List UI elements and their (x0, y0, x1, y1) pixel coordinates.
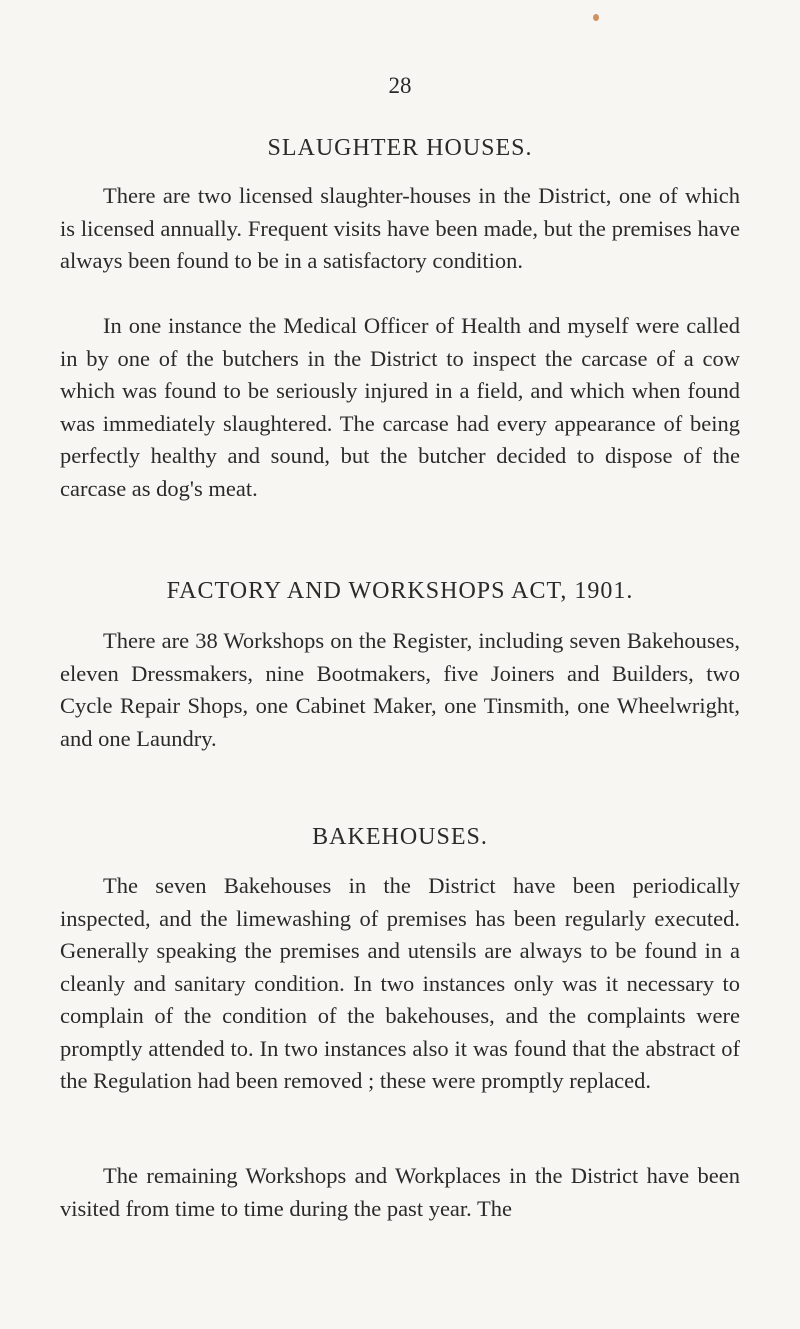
paragraph-slaughter-1: There are two licensed slaughter-houses in the District, one of which is licensed annually. Frequent visits have been made, but the premises have always been found to be in a satisfactory condition. (60, 183, 740, 273)
paragraph-remaining-workshops: The remaining Workshops and Workplaces in the District have been visited from time to time during the past year. The (60, 1163, 740, 1221)
paragraph-bakehouses: The seven Bakehouses in the District have been periodically inspected, and the limewashing of premises has been regularly executed. Generally speaking the premises and utensils are always to be found in a cleanly and sanitary condition. In two instances only was it necessary to complain of the condition of the bakehouses, and the complaints were promptly attended to. In two instances also it was found that the abstract of the Regulation had been removed ; these were promptly replaced. (60, 873, 740, 1093)
paragraph-workshops: There are 38 Workshops on the Register, including seven Bakehouses, eleven Dressmakers, nine Bootmakers, five Joiners and Builders, two Cycle Repair Shops, one Cabinet Maker, one Tinsmith, one Wheelwright, and one Laundry. (60, 628, 740, 751)
heading-slaughter-houses: SLAUGHTER HOUSES. (267, 135, 533, 161)
ink-speck (593, 14, 599, 21)
heading-bakehouses: BAKEHOUSES. (312, 824, 488, 850)
paragraph-slaughter-2: In one instance the Medical Officer of Health and myself were called in by one of the butchers in the District to inspect the carcase of a cow which was found to be seriously injured in a field, and which when found was immediately slaughtered. The carcase had every appearance of being perfectly healthy and sound, but the butcher decided to dispose of the carcase as dog's meat. (60, 313, 740, 501)
heading-factory-workshops-act: FACTORY AND WORKSHOPS ACT, 1901. (166, 578, 634, 604)
page-number: 28 (388, 73, 412, 98)
